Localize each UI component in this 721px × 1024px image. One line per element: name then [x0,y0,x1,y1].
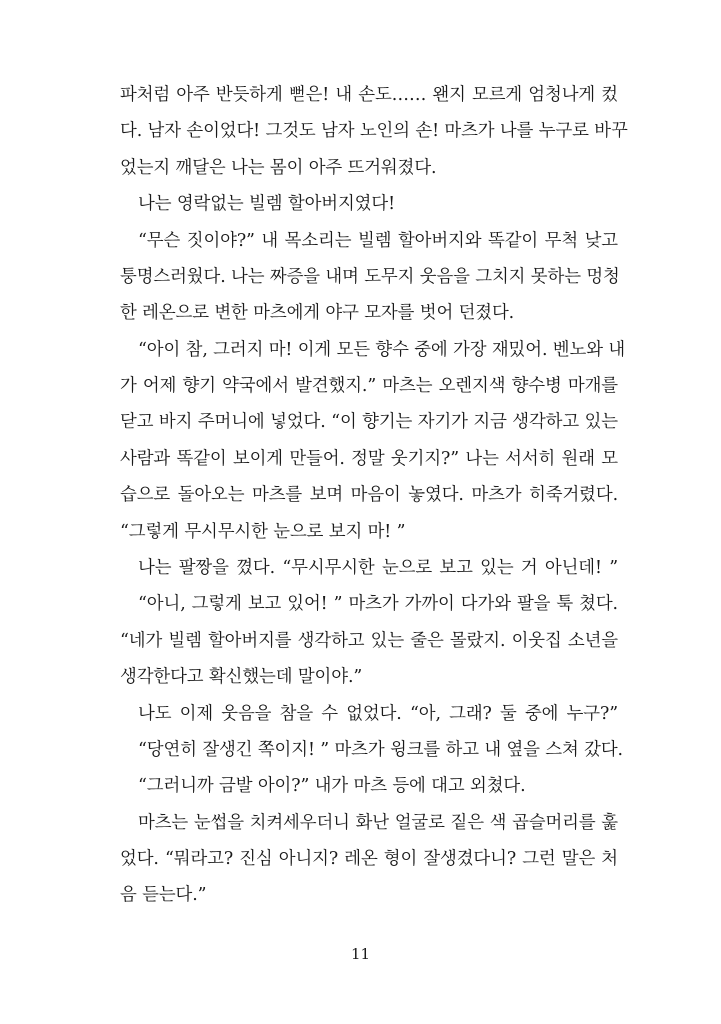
text-line: 나는 영락없는 빌렘 할아버지였다! [138,194,395,214]
text-line: “무슨 짓이야?” 내 목소리는 빌렘 할아버지와 똑같이 무척 낮고 [138,231,618,251]
text-line: 습으로 돌아오는 마츠를 보며 마음이 놓였다. 마츠가 히죽거렸다. [120,485,618,505]
text-line: 다. 남자 손이었다! 그것도 남자 노인의 손! 마츠가 나를 누구로 바꾸 [120,121,628,141]
text-line: “그렇게 무시무시한 눈으로 보지 마! ” [120,522,406,542]
text-line: 었다. “뭐라고? 진심 아니지? 레온 형이 잘생겼다니? 그런 말은 처 [120,849,618,869]
text-line: 었는지 깨달은 나는 몸이 아주 뜨거워졌다. [120,158,437,178]
text-line: “네가 빌렘 할아버지를 생각하고 있는 줄은 몰랐지. 이웃집 소년을 [120,631,618,651]
text-line: “당연히 잘생긴 쪽이지! ” 마츠가 윙크를 하고 내 옆을 스쳐 갔다. [138,740,623,760]
text-line: “그러니까 금발 아이?” 내가 마츠 등에 대고 외쳤다. [138,776,526,796]
page-number: 11 [350,945,371,963]
text-line: 한 레온으로 변한 마츠에게 야구 모자를 벗어 던졌다. [120,303,515,323]
text-line: “아니, 그렇게 보고 있어! ” 마츠가 가까이 다가와 팔을 툭 쳤다. [138,594,618,614]
text-line: 생각한다고 확신했는데 말이야.” [120,667,363,687]
text-line: 마츠는 눈썹을 치켜세우더니 화난 얼굴로 짙은 색 곱슬머리를 훑 [138,813,618,833]
text-line: 닫고 바지 주머니에 넣었다. “이 향기는 자기가 지금 생각하고 있는 [120,412,618,432]
text-line: 파처럼 아주 반듯하게 뻗은! 내 손도…… 왠지 모르게 엄청나게 컸 [120,85,618,105]
text-line: 나는 팔짱을 꼈다. “무시무시한 눈으로 보고 있는 거 아닌데! ” [138,558,618,578]
text-line: 나도 이제 웃음을 참을 수 없었다. “아, 그래? 둘 중에 누구?” [138,704,618,724]
text-line: “아이 참, 그러지 마! 이게 모든 향수 중에 가장 재밌어. 벤노와 내 [138,340,626,360]
text-line: 퉁명스러웠다. 나는 짜증을 내며 도무지 웃음을 그치지 못하는 멍청 [120,267,620,287]
text-line: 가 어제 향기 약국에서 발견했지.” 마츠는 오렌지색 향수병 마개를 [120,376,618,396]
text-line: 음 듣는다.” [120,885,207,905]
text-line: 사람과 똑같이 보이게 만들어. 정말 웃기지?” 나는 서서히 원래 모 [120,449,618,469]
